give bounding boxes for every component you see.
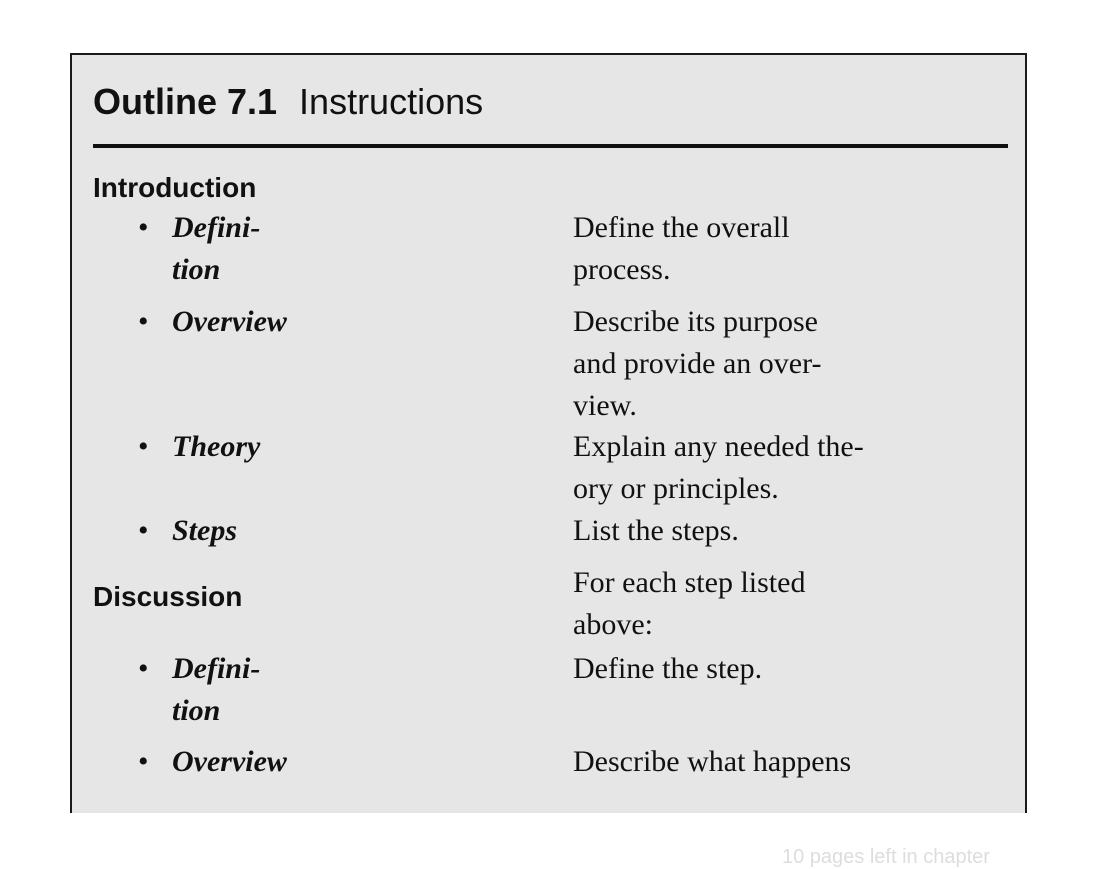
section-heading-discussion: Discussion — [93, 581, 243, 612]
outline-title-text: Instructions — [299, 81, 484, 122]
description-step-definition: Define the step. — [573, 652, 763, 685]
term-steps: Steps — [172, 514, 238, 547]
term-step-definition: Defini- tion — [172, 652, 261, 727]
bullet-icon: • — [138, 305, 149, 338]
term-step-overview: Overview — [172, 745, 287, 778]
bullet-icon: • — [138, 745, 149, 778]
term-definition: Defini- tion — [172, 211, 261, 286]
description-overview: Describe its purpose and provide an over- view. — [573, 305, 822, 422]
bullet-icon: • — [138, 211, 149, 244]
term-overview: Overview — [172, 305, 287, 338]
section-heading-introduction: Introduction — [93, 172, 257, 203]
outline-title — [93, 81, 483, 123]
outline-label: Outline 7.1 — [93, 81, 278, 122]
term-theory: Theory — [172, 430, 261, 463]
description-theory: Explain any needed the- ory or principles. — [573, 430, 864, 505]
bullet-icon: • — [138, 652, 149, 685]
description-step-overview: Describe what happens — [573, 745, 852, 778]
description-steps: List the steps. — [573, 514, 739, 547]
title-rule — [93, 144, 1008, 148]
bullet-icon: • — [138, 514, 149, 547]
description-definition: Define the overall process. — [573, 211, 790, 286]
outline-box — [70, 53, 1027, 813]
discussion-note: For each step listed above: — [573, 566, 806, 641]
bullet-icon: • — [138, 430, 149, 463]
pages-left-indicator: 10 pages left in chapter — [782, 846, 990, 868]
